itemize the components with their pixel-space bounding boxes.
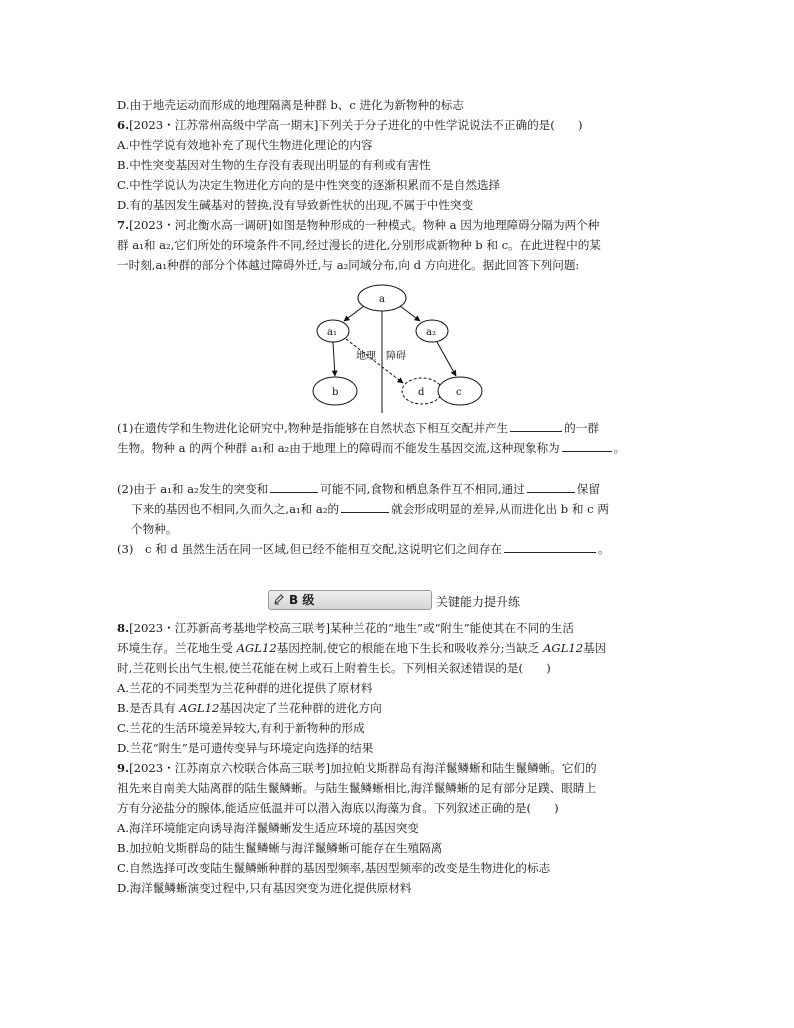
answer-blank[interactable] xyxy=(562,439,612,452)
question-8-stem-line2: 环境生存。兰花地生受 AGL12基因控制,使它的根能在地下生长和吸收养分;当缺乏 AGL12基因 xyxy=(117,641,607,655)
answer-blank[interactable] xyxy=(270,480,318,493)
barrier-label-right: 障碍 xyxy=(386,351,406,362)
question-7-stem xyxy=(117,216,599,235)
arrow-a-to-a2 xyxy=(400,306,420,321)
q7-part3: (3) c 和 d 虽然生活在同一区域,但已经不能相互交配,这说明它们之间存在 。 xyxy=(117,542,610,556)
q5-option-d: D.由于地壳运动而形成的地理隔离是种群 b、c 进化为新物种的标志 xyxy=(117,98,464,112)
answer-blank[interactable] xyxy=(527,480,575,493)
q6-option-b: B.中性突变基因对生物的生存没有表现出明显的有利或有害性 xyxy=(117,158,431,172)
q7-part2-line3: 个物种。 xyxy=(131,522,178,536)
question-number: 7. xyxy=(117,218,130,232)
arrow-a1-to-b xyxy=(333,342,335,376)
q6-option-d: D.有的基因发生碱基对的替换,没有导致新性状的出现,不属于中性突变 xyxy=(117,198,474,212)
question-number: 9. xyxy=(117,761,130,775)
question-text: [2023・河北衡水高一调研]如图是物种形成的一种模式。物种 a 因为地理障碍分隔为两个种 xyxy=(129,218,600,232)
section-level: B 级 xyxy=(289,593,315,607)
barrier-label-left: 地理 xyxy=(356,351,376,362)
q6-option-c: C.中性学说认为决定生物进化方向的是中性突变的逐渐积累而不是自然选择 xyxy=(117,178,501,192)
question-7-stem-line3: 一时刻,a₁种群的部分个体越过障碍外迁,与 a₂同域分布,向 d 方向进化。据此回答下列问题: xyxy=(117,258,580,272)
question-9-stem-line2: 祖先来自南美大陆离群的陆生鬣鳞蜥。与陆生鬣鳞蜥相比,海洋鬣鳞蜥的足有部分足蹼、眼睛上 xyxy=(117,781,597,795)
question-9-stem-line3: 方有分泌盐分的腺体,能适应低温并可以潜入海底以海藻为食。下列叙述正确的是( ) xyxy=(117,801,559,815)
question-text: [2023・江苏常州高级中学高一期末]下列关于分子进化的中性学说说法不正确的是( ) xyxy=(129,118,583,132)
q9-option-d: D.海洋鬣鳞蜥演变过程中,只有基因突变为进化提供原材料 xyxy=(117,881,412,895)
node-b-label: b xyxy=(332,387,339,398)
node-a-label: a xyxy=(379,294,385,305)
pencil-icon xyxy=(273,593,285,605)
section-caption: 关键能力提升练 xyxy=(436,595,521,609)
arrow-a2-to-c xyxy=(437,342,456,376)
question-number: 6. xyxy=(117,118,130,132)
answer-blank[interactable] xyxy=(510,419,562,432)
section-level-badge xyxy=(268,590,432,610)
q9-option-c: C.自然选择可改变陆生鬣鳞蜥种群的基因型频率,基因型频率的改变是生物进化的标志 xyxy=(117,861,551,875)
gene-name: AGL12 xyxy=(179,701,220,715)
question-6-stem xyxy=(117,116,583,135)
question-8-stem: 8.[2023・江苏新高考基地学校高三联考]某种兰花的“地生”或“附生”能使其在不同的生活 xyxy=(117,621,574,635)
question-9-stem: 9.[2023・江苏南京六校联合体高三联考]加拉帕戈斯群岛有海洋鬣鳞蜥和陆生鬣鳞蜥。它们的 xyxy=(117,761,597,775)
q8-option-c: C.兰花的生活环境差异较大,有利于新物种的形成 xyxy=(117,721,365,735)
node-a2-label: a₂ xyxy=(426,327,436,338)
node-a1-label: a₁ xyxy=(327,327,337,338)
gene-name: AGL12 xyxy=(543,641,584,655)
answer-blank[interactable] xyxy=(341,500,389,513)
question-7-stem-line2: 群 a₁和 a₂,它们所处的环境条件不同,经过漫长的进化,分别形成新物种 b 和 c。在此进程中的某 xyxy=(117,238,601,252)
speciation-diagram xyxy=(300,283,500,413)
arrow-a-to-a1 xyxy=(344,306,364,321)
q8-option-a: A.兰花的不同类型为兰花种群的进化提供了原材料 xyxy=(117,681,373,695)
gene-name: AGL12 xyxy=(236,641,277,655)
question-number: 8. xyxy=(117,621,130,635)
answer-blank[interactable] xyxy=(504,540,596,553)
q7-part2-line2: 下来的基因也不相同,久而久之,a₁和 a₂的 就会形成明显的差异,从而进化出 b 和 c 两 xyxy=(131,502,609,516)
q8-option-d: D.兰花“附生”是可遗传变异与环境定向选择的结果 xyxy=(117,741,374,755)
question-8-stem-line3: 时,兰花则长出气生根,使兰花能在树上或石上附着生长。下列相关叙述错误的是( ) xyxy=(117,661,551,675)
q9-option-a: A.海洋环境能定向诱导海洋鬣鳞蜥发生适应环境的基因突变 xyxy=(117,821,419,835)
q7-part2-line1: (2)由于 a₁和 a₂发生的突变和 可能不同,食物和栖息条件互不相同,通过 保留 xyxy=(117,482,600,496)
node-c-label: c xyxy=(456,387,462,398)
q7-part1-line1: (1)在遗传学和生物进化论研究中,物种是指能够在自然状态下相互交配并产生 的一群 xyxy=(117,421,599,435)
q9-option-b: B.加拉帕戈斯群岛的陆生鬣鳞蜥与海洋鬣鳞蜥可能存在生殖隔离 xyxy=(117,841,443,855)
q6-option-a: A.中性学说有效地补充了现代生物进化理论的内容 xyxy=(117,138,373,152)
q8-option-b: B.是否具有 AGL12基因决定了兰花种群的进化方向 xyxy=(117,701,382,715)
node-d-label: d xyxy=(418,387,425,398)
q7-part1-line2: 生物。物种 a 的两个种群 a₁和 a₂由于地理上的障碍而不能发生基因交流,这种现象称为 。 xyxy=(117,441,626,455)
